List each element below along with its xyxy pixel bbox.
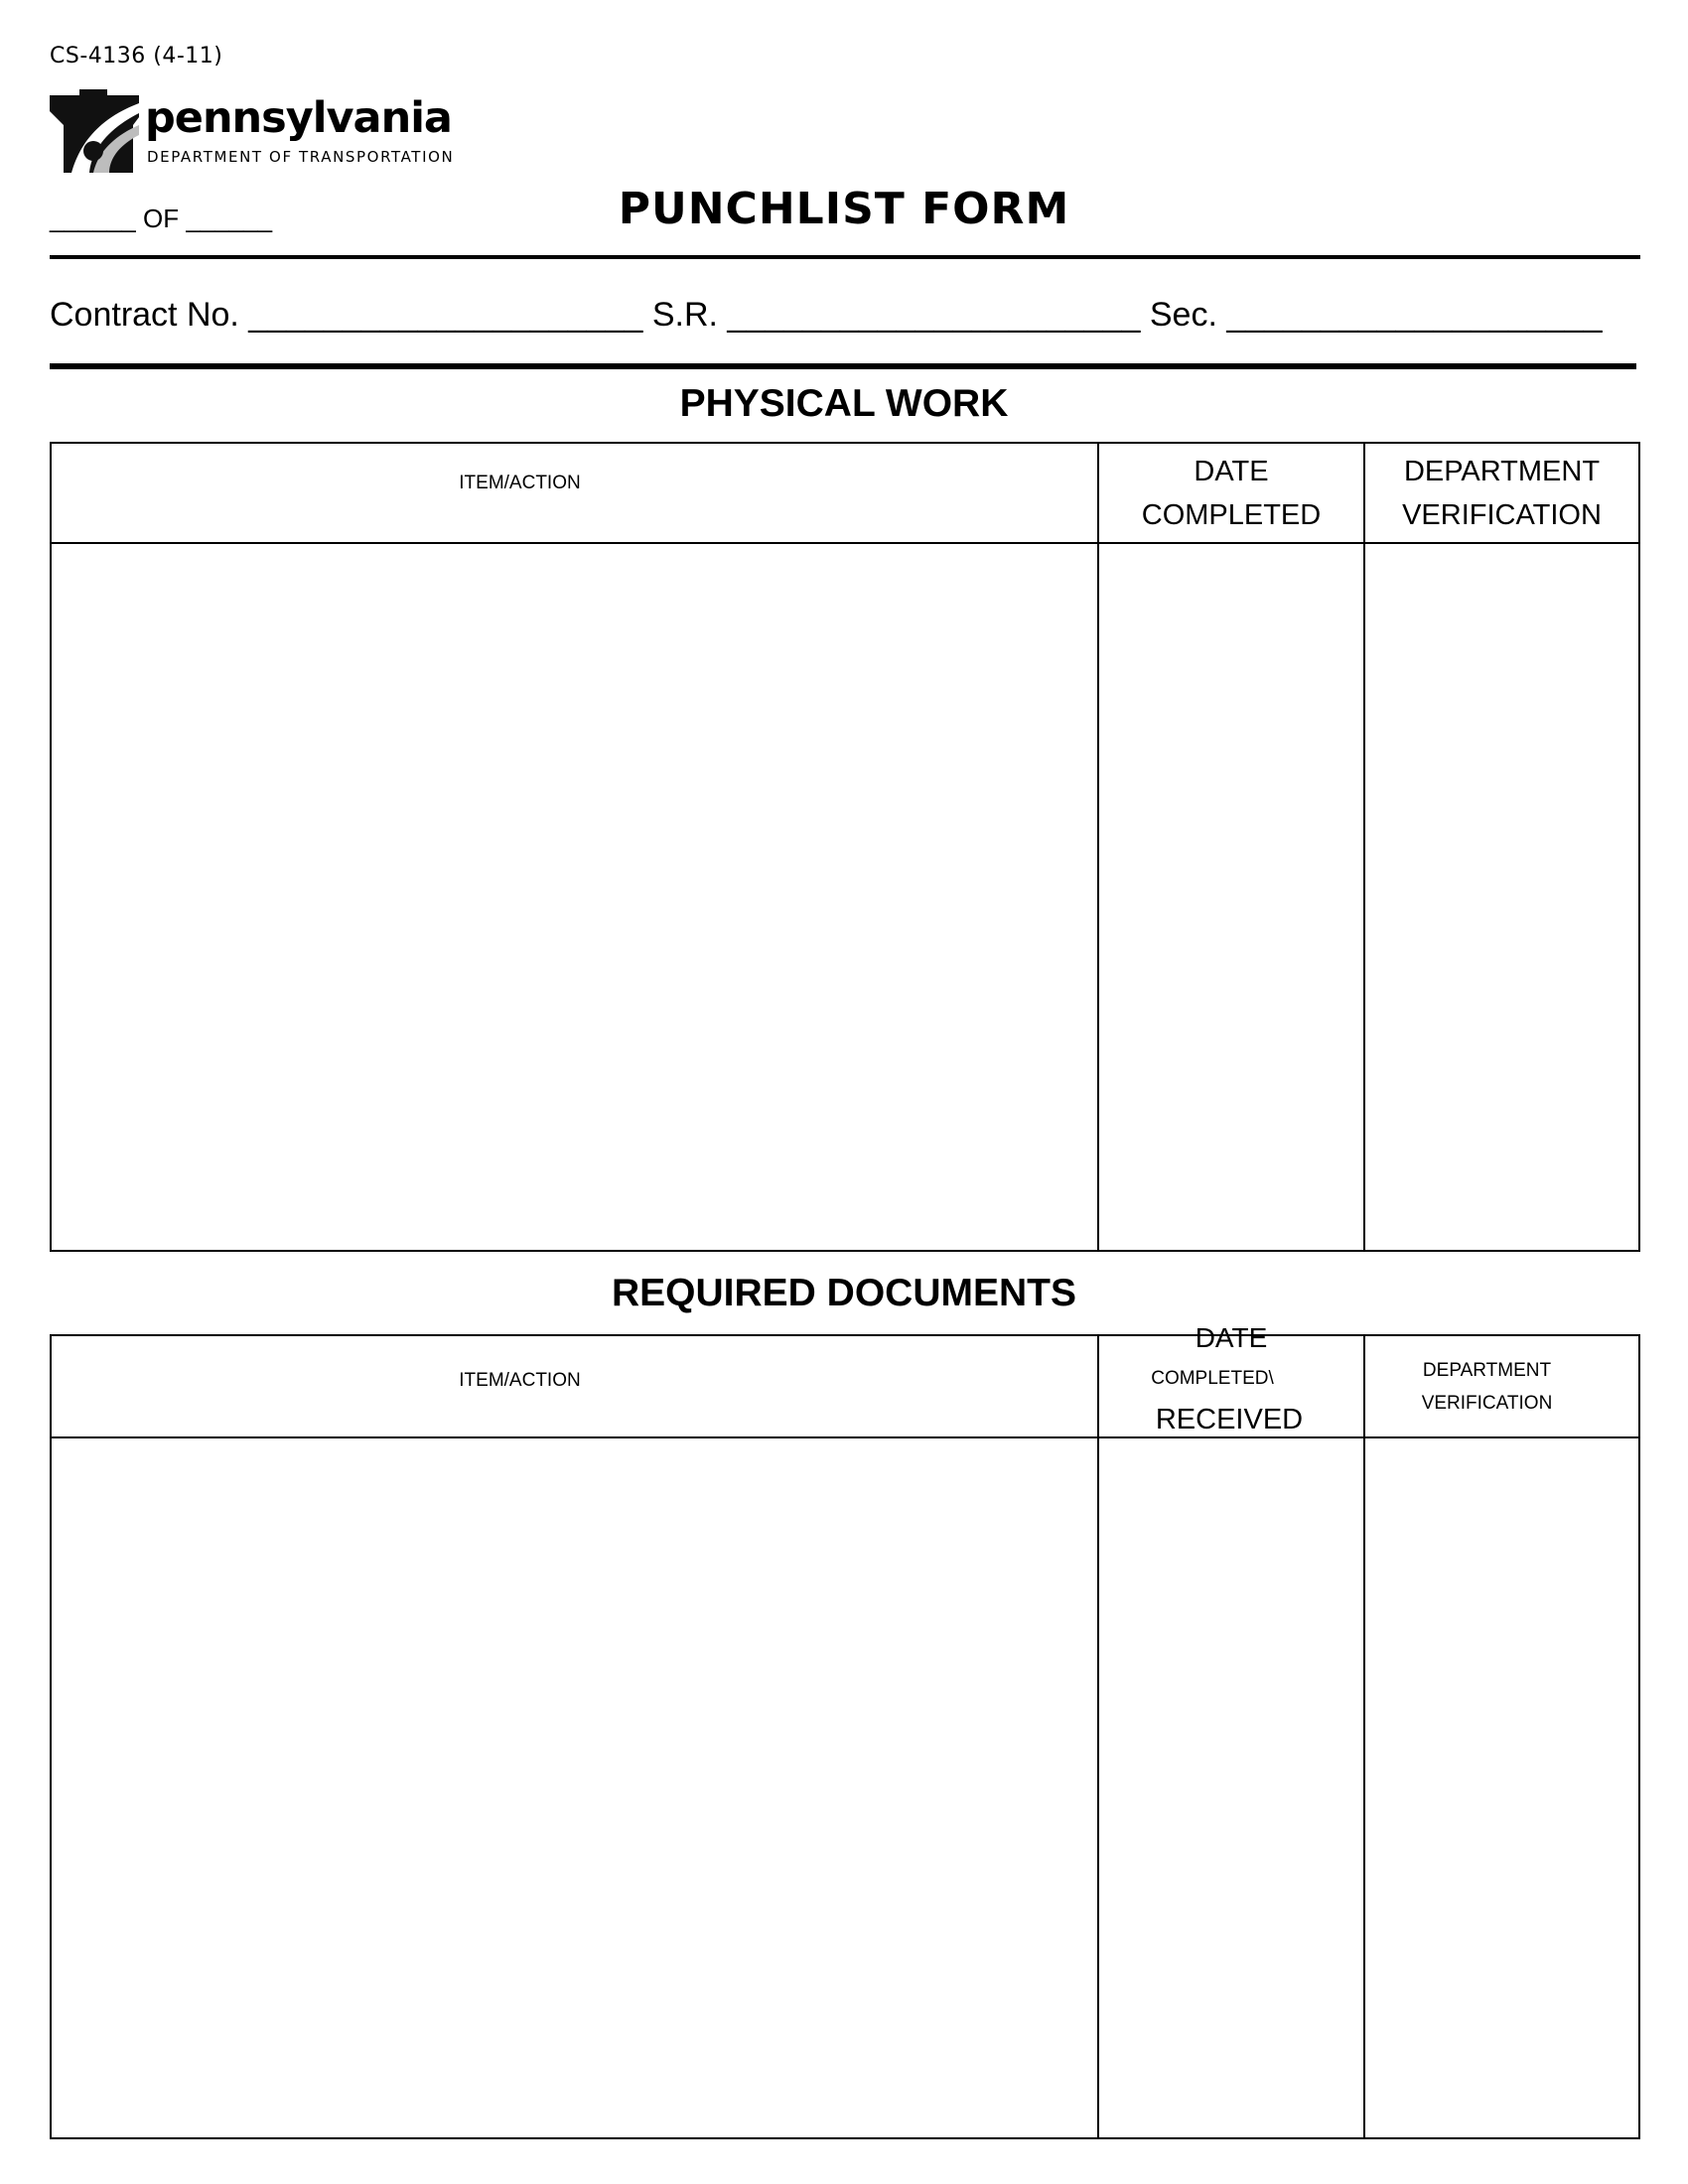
physical-work-table [50, 442, 1640, 1252]
item-action-label: ITEM/ACTION [459, 472, 581, 493]
item-action-cell[interactable] [51, 1437, 1098, 2138]
penndot-logo [50, 89, 457, 179]
divider-mid [50, 363, 1636, 369]
date-completed-cell[interactable] [1098, 543, 1364, 1251]
item-action-cell[interactable] [51, 543, 1098, 1251]
form-code: CS-4136 (4-11) [50, 44, 223, 68]
keystone-road-icon [50, 89, 139, 179]
department-verification-cell[interactable] [1364, 1437, 1639, 2138]
contract-line[interactable]: Contract No. _____________________ S.R. ______________________ Sec. ____________________ [50, 296, 1603, 334]
department-verification-header [1364, 443, 1639, 543]
divider-top [50, 255, 1640, 259]
completed-label: COMPLETED [1141, 498, 1322, 531]
form-title: PUNCHLIST FORM [618, 184, 1070, 234]
completed-label: COMPLETED\ [1151, 1368, 1274, 1389]
table-header-row [51, 1335, 1639, 1437]
required-documents-table [50, 1322, 1640, 2139]
date-completed-received-header [1098, 1322, 1364, 1437]
date-label: DATE [1195, 1322, 1268, 1353]
department-verification-cell[interactable] [1364, 543, 1639, 1251]
item-action-header [51, 1335, 1098, 1437]
department-verification-header [1364, 1335, 1639, 1437]
date-label: DATE [1194, 455, 1269, 487]
verification-label: VERIFICATION [1421, 1392, 1553, 1414]
item-action-header [51, 443, 1098, 543]
table-row [51, 1437, 1639, 2138]
verification-label: VERIFICATION [1402, 498, 1602, 531]
logo-subtitle: DEPARTMENT OF TRANSPORTATION [147, 148, 455, 166]
required-documents-title: REQUIRED DOCUMENTS [611, 1272, 1077, 1314]
date-completed-cell[interactable] [1098, 1437, 1364, 2138]
received-label: RECEIVED [1155, 1404, 1304, 1435]
department-label: DEPARTMENT [1403, 455, 1601, 487]
page-count-field[interactable]: ______ OF ______ [50, 204, 273, 233]
item-action-label: ITEM/ACTION [459, 1369, 581, 1391]
table-row [51, 543, 1639, 1251]
date-completed-header [1098, 443, 1364, 543]
department-label: DEPARTMENT [1422, 1359, 1552, 1381]
physical-work-title: PHYSICAL WORK [679, 382, 1009, 425]
logo-name: pennsylvania [145, 93, 452, 143]
table-header-row [51, 443, 1639, 543]
